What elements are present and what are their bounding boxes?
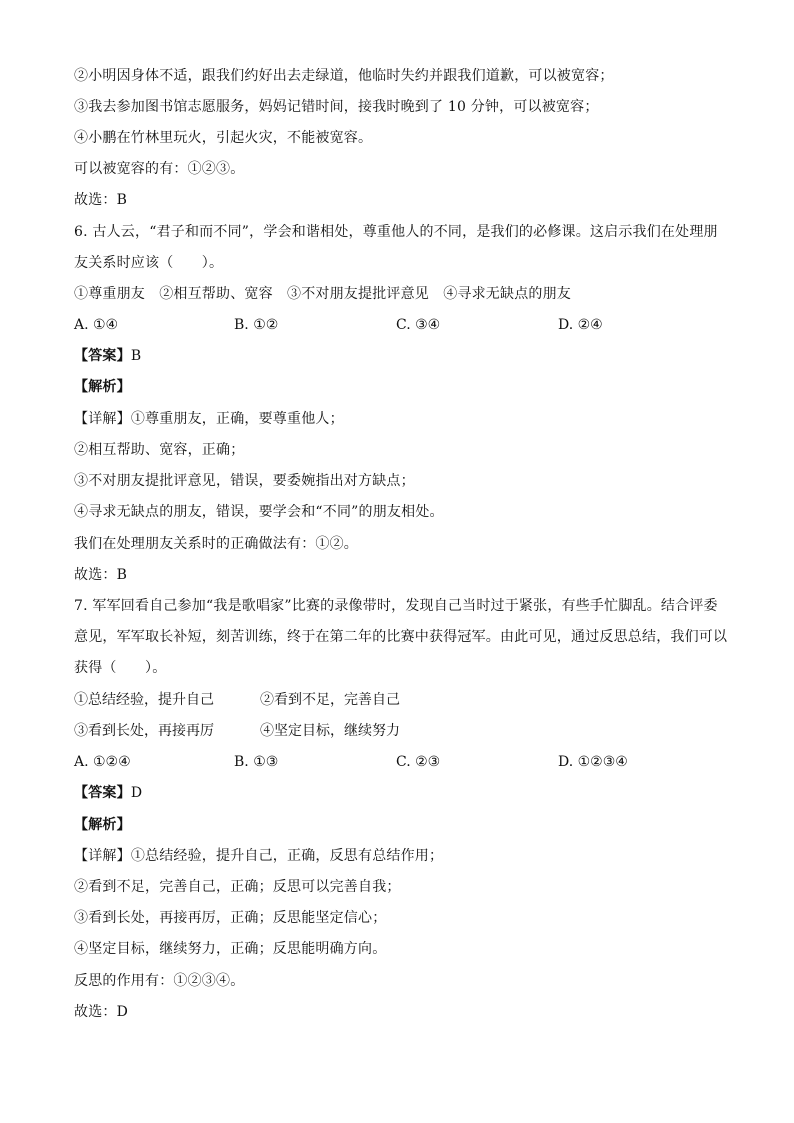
question-6-stem: 6. 古人云，“君子和而不同”，学会和谐相处，尊重他人的不同，是我们的必修课。这启示我们在处理朋 — [74, 224, 718, 240]
text-line: ④坚定目标，继续努力，正确；反思能明确方向。 — [74, 941, 387, 957]
answer-value: B — [130, 348, 142, 364]
question-6-answer — [74, 344, 141, 368]
question-7-answer — [74, 781, 142, 805]
question-7-stem-cont: 意见，军军取长补短，刻苦训练，终于在第二年的比赛中获得冠军。由此可见，通过反思总结，我们可以 — [74, 629, 728, 645]
question-6-option-d: D. ②④ — [558, 317, 603, 333]
detail-text: ①尊重朋友，正确，要尊重他人； — [130, 411, 344, 427]
text-line: ②相互帮助、宽容，正确； — [74, 442, 245, 458]
analysis-tag: 【解析】 — [74, 379, 131, 395]
question-7-option-b: B. ①③ — [234, 754, 279, 770]
question-6-analysis-tag — [74, 375, 131, 399]
question-7-option-c: C. ②③ — [396, 754, 441, 770]
choice-line: 故选：B — [74, 192, 128, 208]
detail-tag: 【详解】 — [74, 411, 131, 427]
question-7-item-1: ①总结经验，提升自己 — [74, 692, 214, 708]
question-7-detail — [74, 844, 443, 868]
answer-tag: 【答案】 — [74, 785, 131, 801]
text-line: ②看到不足，完善自己，正确；反思可以完善自我； — [74, 879, 401, 895]
text-line: ③我去参加图书馆志愿服务，妈妈记错时间，接我时晚到了 10 分钟，可以被宽容； — [74, 99, 599, 115]
question-6-option-c: C. ③④ — [396, 317, 441, 333]
text-line: 可以被宽容的有：①②③。 — [74, 161, 245, 177]
question-7-summary: 反思的作用有：①②③④。 — [74, 973, 245, 989]
text-line: ④寻求无缺点的朋友，错误，要学会和“不同”的朋友相处。 — [74, 504, 444, 520]
question-7-stem-cont: 获得（ ）。 — [74, 660, 167, 676]
question-6-option-b: B. ①② — [234, 317, 279, 333]
text-line: ③不对朋友提批评意见，错误，要委婉指出对方缺点； — [74, 473, 415, 489]
answer-tag: 【答案】 — [74, 348, 131, 364]
question-6-summary: 我们在处理朋友关系时的正确做法有：①②。 — [74, 536, 358, 552]
question-7-item-2: ②看到不足，完善自己 — [260, 692, 400, 708]
question-7-analysis-tag — [74, 813, 131, 837]
question-7-item-4: ④坚定目标，继续努力 — [260, 723, 400, 739]
detail-text: ①总结经验，提升自己，正确，反思有总结作用； — [130, 848, 444, 864]
analysis-tag: 【解析】 — [74, 817, 131, 833]
question-7-option-d: D. ①②③④ — [558, 754, 628, 770]
question-7-option-a: A. ①②④ — [74, 754, 131, 770]
text-line: ③看到长处，再接再厉，正确；反思能坚定信心； — [74, 910, 387, 926]
question-6-items: ①尊重朋友 ②相互帮助、宽容 ③不对朋友提批评意见 ④寻求无缺点的朋友 — [74, 286, 571, 302]
question-6-detail — [74, 407, 344, 431]
question-6-option-a: A. ①④ — [74, 317, 119, 333]
question-7-stem: 7. 军军回看自己参加“我是歌唱家”比赛的录像带时，发现自己当时过于紧张，有些手忙脚乱。结合评委 — [74, 598, 718, 614]
question-6-choice: 故选：B — [74, 567, 128, 583]
detail-tag: 【详解】 — [74, 848, 131, 864]
question-6-stem-cont: 友关系时应该（ ）。 — [74, 255, 224, 271]
answer-value: D — [130, 785, 143, 801]
question-7-choice: 故选：D — [74, 1004, 129, 1020]
text-line: ④小鹏在竹林里玩火，引起火灾，不能被宽容。 — [74, 130, 373, 146]
text-line: ②小明因身体不适，跟我们约好出去走绿道，他临时失约并跟我们道歉，可以被宽容； — [74, 68, 614, 84]
question-7-item-3: ③看到长处，再接再厉 — [74, 723, 214, 739]
